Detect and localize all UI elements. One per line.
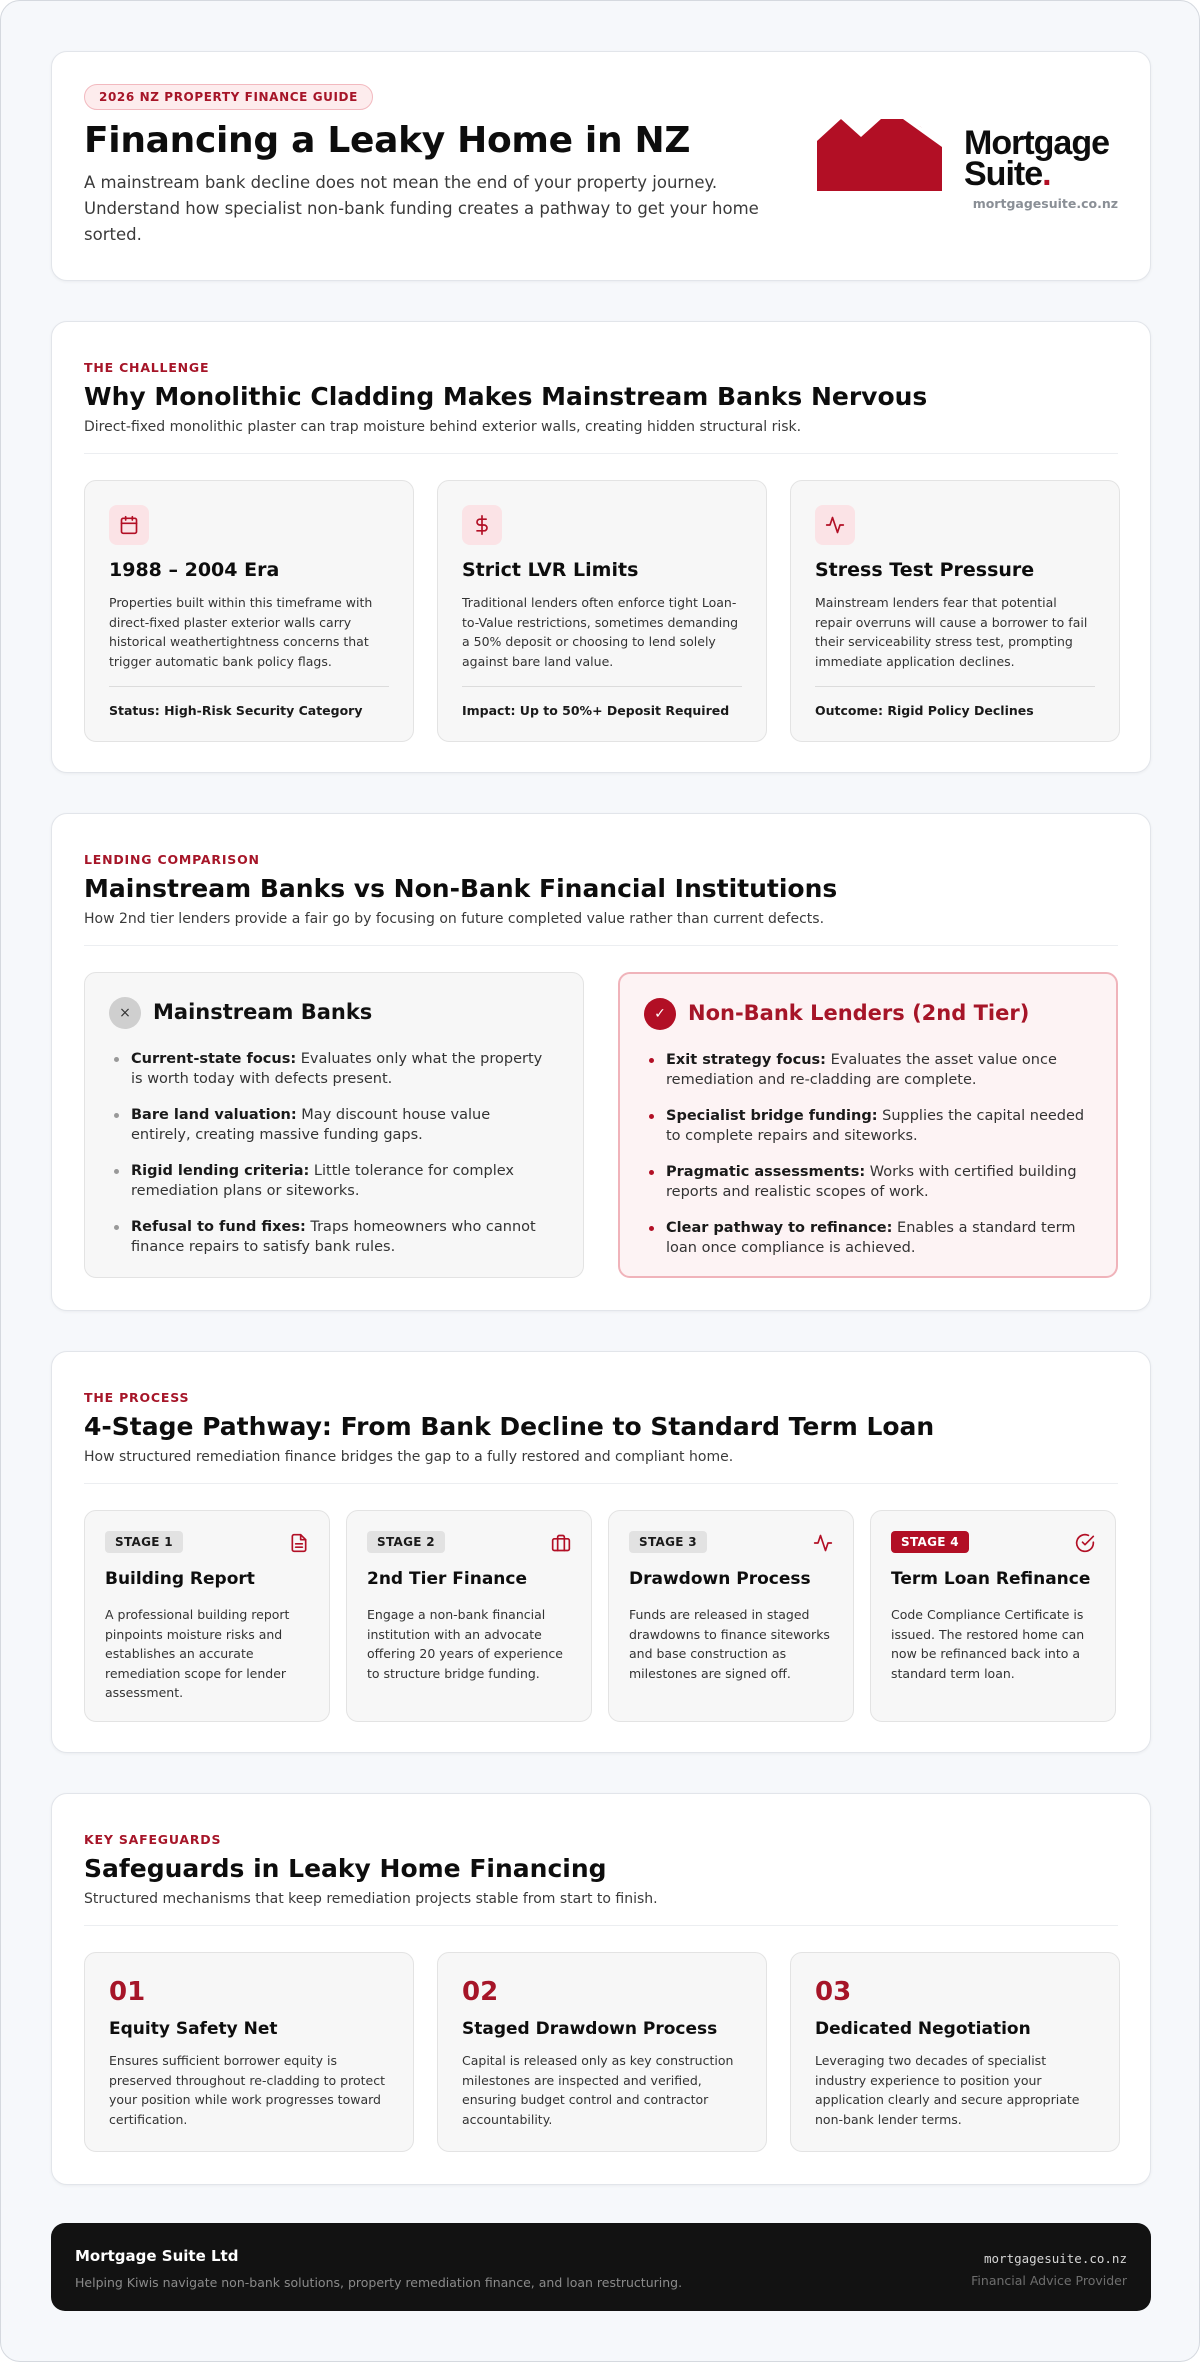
activity-icon (815, 505, 855, 545)
activity-icon (813, 1533, 833, 1553)
stage-title: Building Report (105, 1569, 255, 1589)
stage-card (608, 1510, 854, 1722)
safeguard-description: Capital is released only as key construction milestones are inspected and verified, ensuring budget control and contractor accountability. (462, 2053, 734, 2127)
guide-badge: 2026 NZ PROPERTY FINANCE GUIDE (84, 84, 373, 110)
stage-card (870, 1510, 1116, 1722)
card-title: 1988 – 2004 Era (109, 559, 280, 581)
stage-tag-active: STAGE 4 (891, 1531, 969, 1553)
challenge-card (84, 480, 414, 742)
section-subtitle: Direct-fixed monolithic plaster can trap moisture behind exterior walls, creating hidden structural risk. (84, 419, 802, 435)
section-eyebrow: THE CHALLENGE (84, 360, 210, 375)
card-title: Non-Bank Lenders (2nd Tier) (688, 1001, 1030, 1025)
section-title: 4-Stage Pathway: From Bank Decline to Standard Term Loan (84, 1412, 935, 1441)
safeguard-card (790, 1952, 1120, 2152)
company-name: Mortgage Suite Ltd (75, 2247, 239, 2265)
divider (462, 686, 742, 687)
safeguard-title: Equity Safety Net (109, 2019, 278, 2039)
company-tagline: Helping Kiwis navigate non-bank solutions, property remediation finance, and loan restructuring. (75, 2275, 683, 2290)
divider (84, 1483, 1118, 1484)
stage-title: Drawdown Process (629, 1569, 811, 1589)
list-item: Current-state focus: Evaluates only what the property is worth today with defects present. (113, 1049, 553, 1089)
briefcase-icon (551, 1533, 571, 1553)
list-item: Bare land valuation: May discount house value entirely, creating massive funding gaps. (113, 1105, 553, 1145)
stage-card (346, 1510, 592, 1722)
hero-card (51, 51, 1151, 281)
divider (109, 686, 389, 687)
stage-title: 2nd Tier Finance (367, 1569, 527, 1589)
stage-tag: STAGE 3 (629, 1531, 707, 1553)
section-eyebrow: THE PROCESS (84, 1390, 190, 1405)
divider (815, 686, 1095, 687)
section-title: Why Monolithic Cladding Makes Mainstream Banks Nervous (84, 382, 928, 411)
safeguard-description: Ensures sufficient borrower equity is preserved throughout re-cladding to protect your position while work progresses toward certification. (109, 2053, 385, 2127)
safeguard-number: 01 (109, 1977, 146, 2007)
document-icon (289, 1533, 309, 1553)
stage-description: Code Compliance Certificate is issued. The restored home can now be refinanced back into a standard term loan. (891, 1607, 1085, 1681)
stage-description: Funds are released in staged drawdowns to finance siteworks and base construction as milestones are signed off. (629, 1607, 830, 1681)
card-title: Strict LVR Limits (462, 559, 639, 581)
stage-title: Term Loan Refinance (891, 1569, 1091, 1589)
card-description: Properties built within this timeframe with direct-fixed plaster exterior walls carry historical weathertightness concerns that trigger automatic bank policy flags. (109, 595, 373, 669)
process-section (51, 1351, 1151, 1753)
stage-tag: STAGE 1 (105, 1531, 183, 1553)
card-title: Mainstream Banks (153, 1000, 373, 1024)
safeguard-number: 02 (462, 1977, 499, 2007)
list-item: Exit strategy focus: Evaluates the asset value once remediation and re-cladding are complete. (648, 1050, 1088, 1090)
feature-list (648, 1050, 1088, 1274)
section-subtitle: How structured remediation finance bridges the gap to a fully restored and compliant home. (84, 1449, 734, 1465)
footer-url: mortgagesuite.co.nz (984, 2251, 1127, 2266)
non-bank-lenders-card (618, 972, 1118, 1278)
safeguard-number: 03 (815, 1977, 852, 2007)
house-roof-logo-icon (817, 119, 942, 191)
card-footer: Impact: Up to 50%+ Deposit Required (462, 703, 730, 718)
mainstream-banks-card (84, 972, 584, 1278)
stage-card (84, 1510, 330, 1722)
list-item: Rigid lending criteria: Little tolerance for complex remediation plans or siteworks. (113, 1161, 553, 1201)
feature-list (113, 1049, 553, 1273)
card-description: Traditional lenders often enforce tight Loan-to-Value restrictions, sometimes demanding a 50% deposit or choosing to lend solely against bare land value. (462, 595, 739, 669)
footer (51, 2223, 1151, 2311)
safeguard-title: Dedicated Negotiation (815, 2019, 1031, 2039)
section-eyebrow: KEY SAFEGUARDS (84, 1832, 222, 1847)
section-eyebrow: LENDING COMPARISON (84, 852, 260, 867)
section-title: Mainstream Banks vs Non-Bank Financial Institutions (84, 874, 838, 903)
brand-logo-text: Mortgage Suite. (964, 124, 1109, 193)
check-icon: ✓ (644, 998, 676, 1030)
calendar-icon (109, 505, 149, 545)
divider (84, 1925, 1118, 1926)
section-subtitle: How 2nd tier lenders provide a fair go by focusing on future completed value rather than current defects. (84, 911, 825, 927)
card-footer: Status: High-Risk Security Category (109, 703, 363, 718)
list-item: Clear pathway to refinance: Enables a standard term loan once compliance is achieved. (648, 1218, 1088, 1258)
divider (84, 453, 1118, 454)
list-item: Refusal to fund fixes: Traps homeowners who cannot finance repairs to satisfy bank rules. (113, 1217, 553, 1257)
card-description: Mainstream lenders fear that potential repair overruns will cause a borrower to fail their serviceability stress test, prompting immediate application declines. (815, 595, 1088, 669)
challenge-section (51, 321, 1151, 773)
hero-subtitle: A mainstream bank decline does not mean the end of your property journey. Understand how specialist non-bank funding creates a pathway to get your home sorted. (84, 173, 759, 244)
logo-url: mortgagesuite.co.nz (972, 196, 1118, 211)
list-item: Specialist bridge funding: Supplies the capital needed to complete repairs and siteworks. (648, 1106, 1088, 1146)
dollar-icon (462, 505, 502, 545)
safeguard-card (437, 1952, 767, 2152)
safeguard-title: Staged Drawdown Process (462, 2019, 718, 2039)
card-title: Stress Test Pressure (815, 559, 1035, 581)
stage-description: Engage a non-bank financial institution with an advocate offering 20 years of experience to structure bridge funding. (367, 1607, 563, 1681)
check-circle-icon (1075, 1533, 1095, 1553)
safeguard-description: Leveraging two decades of specialist industry experience to position your application clearly and secure appropriate non-bank lender terms. (815, 2053, 1080, 2127)
page-title: Financing a Leaky Home in NZ (84, 120, 691, 161)
list-item: Pragmatic assessments: Works with certified building reports and realistic scopes of work. (648, 1162, 1088, 1202)
footer-role: Financial Advice Provider (971, 2273, 1127, 2288)
safeguards-section (51, 1793, 1151, 2185)
divider (84, 945, 1118, 946)
section-subtitle: Structured mechanisms that keep remediation projects stable from start to finish. (84, 1891, 658, 1907)
challenge-card (437, 480, 767, 742)
close-icon: × (109, 997, 141, 1029)
comparison-section (51, 813, 1151, 1311)
stage-tag: STAGE 2 (367, 1531, 445, 1553)
section-title: Safeguards in Leaky Home Financing (84, 1854, 607, 1883)
safeguard-card (84, 1952, 414, 2152)
card-footer: Outcome: Rigid Policy Declines (815, 703, 1034, 718)
challenge-card (790, 480, 1120, 742)
stage-description: A professional building report pinpoints moisture risks and establishes an accurate remediation scope for lender assessment. (105, 1607, 290, 1700)
